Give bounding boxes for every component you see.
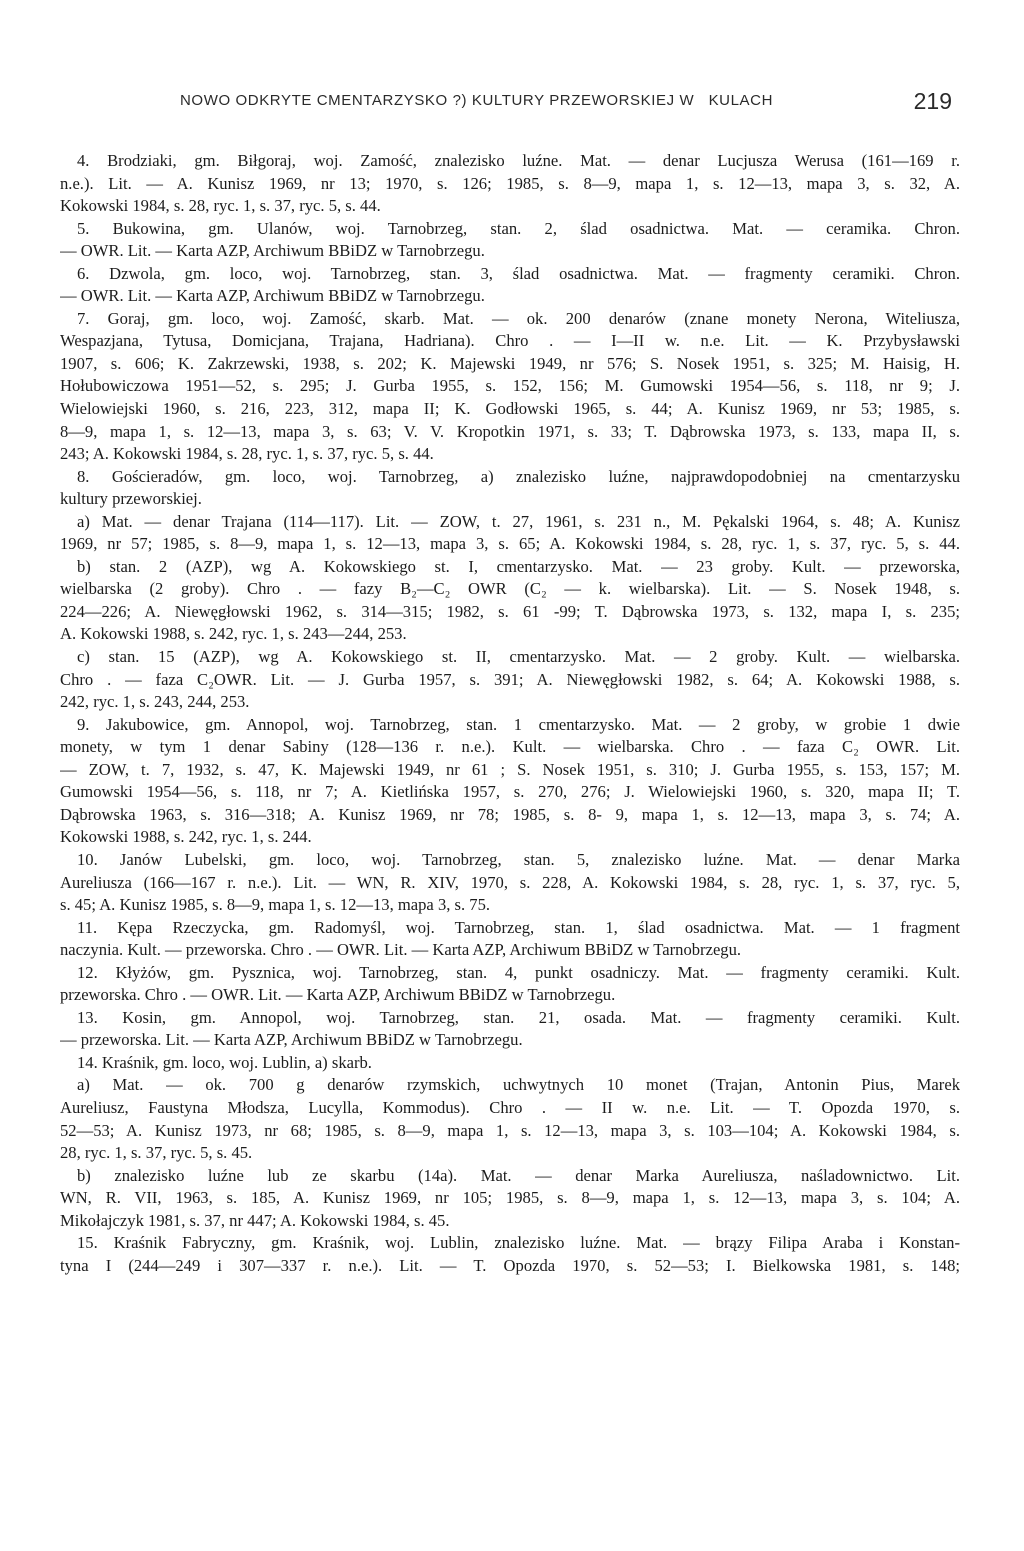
text-line: 1969, nr 57; 1985, s. 8—9, mapa 1, s. 12—13, mapa 3, s. 65; A. Kokowski 1984, s. 28, ryc. 1, s. 37, ryc. 5, s. 44.	[60, 534, 960, 554]
text-line: 11. Kępa Rzeczycka, gm. Radomyśl, woj. Tarnobrzeg, stan. 1, ślad osadnictwa. Mat. — 1 fragment	[77, 917, 960, 937]
text-line: Aureliusza (166—167 r. n.e.). Lit. — WN, R. XIV, 1970, s. 228, A. Kokowski 1984, s. 28, ryc. 1, s. 37, ryc. 5,	[60, 872, 960, 892]
running-title: NOWO ODKRYTE CMENTARZYSKO ?) KULTURY PRZEWORSKIEJ W KULACH	[180, 92, 774, 109]
text-line: 7. Goraj, gm. loco, woj. Zamość, skarb. Mat. — ok. 200 denarów (znane monety Nerona, Witeliusza,	[77, 308, 960, 328]
text-line: 224—226; A. Niewęgłowski 1962, s. 314—315; 1982, s. 61 -99; T. Dąbrowska 1973, s. 132, mapa I, s. 235;	[60, 601, 960, 621]
text-line: WN, R. VII, 1963, s. 185, A. Kunisz 1969, nr 105; 1985, s. 8—9, mapa 1, s. 12—13, mapa 3, s. 104; A.	[60, 1188, 960, 1208]
text-line: 13. Kosin, gm. Annopol, woj. Tarnobrzeg, stan. 21, osada. Mat. — fragmenty ceramiki. Kult.	[77, 1007, 960, 1027]
text-line: — OWR. Lit. — Karta AZP, Archiwum BBiDZ w Tarnobrzegu.	[60, 241, 485, 261]
text-line: kultury przeworskiej.	[60, 489, 202, 509]
text-line: 243; A. Kokowski 1984, s. 28, ryc. 1, s. 37, ryc. 5, s. 44.	[60, 444, 434, 464]
text-line: 15. Kraśnik Fabryczny, gm. Kraśnik, woj. Lublin, znalezisko luźne. Mat. — brązy Filipa Araba i Konstan-	[77, 1233, 960, 1253]
text-line: 12. Kłyżów, gm. Pysznica, woj. Tarnobrzeg, stan. 4, punkt osadniczy. Mat. — fragmenty ceramiki. Kult.	[77, 962, 960, 982]
text-line: monety, w tym 1 denar Sabiny (128—136 r. n.e.). Kult. — wielbarska. Chro . — faza C₂ OWR. Lit.	[60, 737, 960, 757]
text-line: 6. Dzwola, gm. loco, woj. Tarnobrzeg, stan. 3, ślad osadnictwa. Mat. — fragmenty ceramiki. Chron.	[77, 263, 960, 283]
text-line: Chro . — faza C₂OWR. Lit. — J. Gurba 1957, s. 391; A. Niewęgłowski 1982, s. 64; A. Kokowski 1988, s.	[60, 669, 960, 689]
text-line: b) stan. 2 (AZP), wg A. Kokowskiego st. I, cmentarzysko. Mat. — 23 groby. Kult. — przeworska,	[77, 556, 960, 576]
text-line: Aureliusz, Faustyna Młodsza, Lucylla, Kommodus). Chro . — II w. n.e. Lit. — T. Opozda 1970, s.	[60, 1097, 960, 1117]
page-number: 219	[913, 88, 952, 114]
text-line: Kokowski 1984, s. 28, ryc. 1, s. 37, ryc. 5, s. 44.	[60, 196, 381, 216]
text-line: przeworska. Chro . — OWR. Lit. — Karta AZP, Archiwum BBiDZ w Tarnobrzegu.	[60, 985, 616, 1005]
text-line: A. Kokowski 1988, s. 242, ryc. 1, s. 243—244, 253.	[60, 624, 407, 644]
text-line: — przeworska. Lit. — Karta AZP, Archiwum BBiDZ w Tarnobrzegu.	[60, 1030, 523, 1050]
text-line: Kokowski 1988, s. 242, ryc. 1, s. 244.	[60, 827, 312, 847]
text-line: 5. Bukowina, gm. Ulanów, woj. Tarnobrzeg, stan. 2, ślad osadnictwa. Mat. — ceramika. Chron.	[77, 218, 960, 238]
text-line: 4. Brodziaki, gm. Biłgoraj, woj. Zamość, znalezisko luźne. Mat. — denar Lucjusza Werusa (161—169 r.	[77, 151, 960, 170]
text-line: c) stan. 15 (AZP), wg A. Kokowskiego st. II, cmentarzysko. Mat. — 2 groby. Kult. — wielbarska.	[77, 647, 960, 667]
text-line: 28, ryc. 1, s. 37, ryc. 5, s. 45.	[60, 1143, 253, 1163]
text-line: a) Mat. — denar Trajana (114—117). Lit. — ZOW, t. 27, 1961, s. 231 n., M. Pękalski 1964, s. 48; A. Kunisz	[77, 511, 960, 531]
text-line: tyna I (244—249 i 307—337 r. n.e.). Lit. — T. Opozda 1970, s. 52—53; I. Bielkowska 1981, s. 148;	[60, 1255, 960, 1275]
text-line: s. 45; A. Kunisz 1985, s. 8—9, mapa 1, s. 12—13, mapa 3, s. 75.	[60, 895, 491, 915]
text-line: 14. Kraśnik, gm. loco, woj. Lublin, a) skarb.	[77, 1052, 372, 1072]
text-line: 8. Gościeradów, gm. loco, woj. Tarnobrzeg, a) znalezisko luźne, najprawdopodobniej na cmentarzysku	[77, 466, 960, 486]
text-line: 9. Jakubowice, gm. Annopol, woj. Tarnobrzeg, stan. 1 cmentarzysko. Mat. — 2 groby, w grobie 1 dwie	[77, 714, 960, 734]
text-line: Mikołajczyk 1981, s. 37, nr 447; A. Kokowski 1984, s. 45.	[60, 1210, 450, 1230]
text-line: Gumowski 1954—56, s. 118, nr 7; A. Kietlińska 1957, s. 270, 276; J. Wielowiejski 1960, s. 320, mapa II; T.	[60, 782, 960, 802]
text-line: 1907, s. 606; K. Zakrzewski, 1938, s. 202; K. Majewski 1949, nr 576; S. Nosek 1951, s. 325; M. Haisig, H.	[60, 353, 960, 373]
text-line: 242, ryc. 1, s. 243, 244, 253.	[60, 692, 250, 712]
text-line: — OWR. Lit. — Karta AZP, Archiwum BBiDZ w Tarnobrzegu.	[60, 286, 485, 306]
text-line: Dąbrowska 1963, s. 316—318; A. Kunisz 1969, nr 78; 1985, s. 8- 9, mapa 1, s. 12—13, mapa 3, s. 74; A.	[60, 804, 960, 824]
text-line: b) znalezisko luźne lub ze skarbu (14a). Mat. — denar Marka Aureliusza, naśladownictwo. Lit.	[77, 1165, 960, 1185]
text-line: a) Mat. — ok. 700 g denarów rzymskich, uchwytnych 10 monet (Trajan, Antonin Pius, Marek	[77, 1075, 960, 1095]
body-text	[60, 150, 960, 1277]
text-line: — ZOW, t. 7, 1932, s. 47, K. Majewski 1949, nr 61 ; S. Nosek 1951, s. 310; J. Gurba 1955, s. 153, 157; M.	[60, 759, 960, 779]
text-line: Wespazjana, Tytusa, Domicjana, Trajana, Hadriana). Chro . — I—II w. n.e. Lit. — K. Przybysławski	[60, 331, 960, 351]
text-line: 52—53; A. Kunisz 1973, nr 68; 1985, s. 8—9, mapa 1, s. 12—13, mapa 3, s. 103—104; A. Kokowski 1984, s.	[60, 1120, 960, 1140]
text-line: naczynia. Kult. — przeworska. Chro . — OWR. Lit. — Karta AZP, Archiwum BBiDZ w Tarnobrzegu.	[60, 940, 742, 960]
text-line: wielbarska (2 groby). Chro . — fazy B₂—C₂ OWR (C₂ — k. wielbarska). Lit. — S. Nosek 1948, s.	[60, 579, 960, 599]
text-line: 10. Janów Lubelski, gm. loco, woj. Tarnobrzeg, stan. 5, znalezisko luźne. Mat. — denar Marka	[77, 849, 960, 869]
text-line: n.e.). Lit. — A. Kunisz 1969, nr 13; 1970, s. 126; 1985, s. 8—9, mapa 1, s. 12—13, mapa 3, s. 32, A.	[60, 173, 960, 193]
text-line: Hołubowiczowa 1951—52, s. 295; J. Gurba 1955, s. 152, 156; M. Gumowski 1954—56, s. 118, nr 9; J.	[60, 376, 960, 396]
text-line: Wielowiejski 1960, s. 216, 223, 312, mapa II; K. Godłowski 1965, s. 44; A. Kunisz 1969, nr 53; 1985, s.	[60, 399, 960, 419]
text-line: 8—9, mapa 1, s. 12—13, mapa 3, s. 63; V. V. Kropotkin 1971, s. 33; T. Dąbrowska 1973, s. 133, mapa II, s.	[60, 421, 960, 441]
